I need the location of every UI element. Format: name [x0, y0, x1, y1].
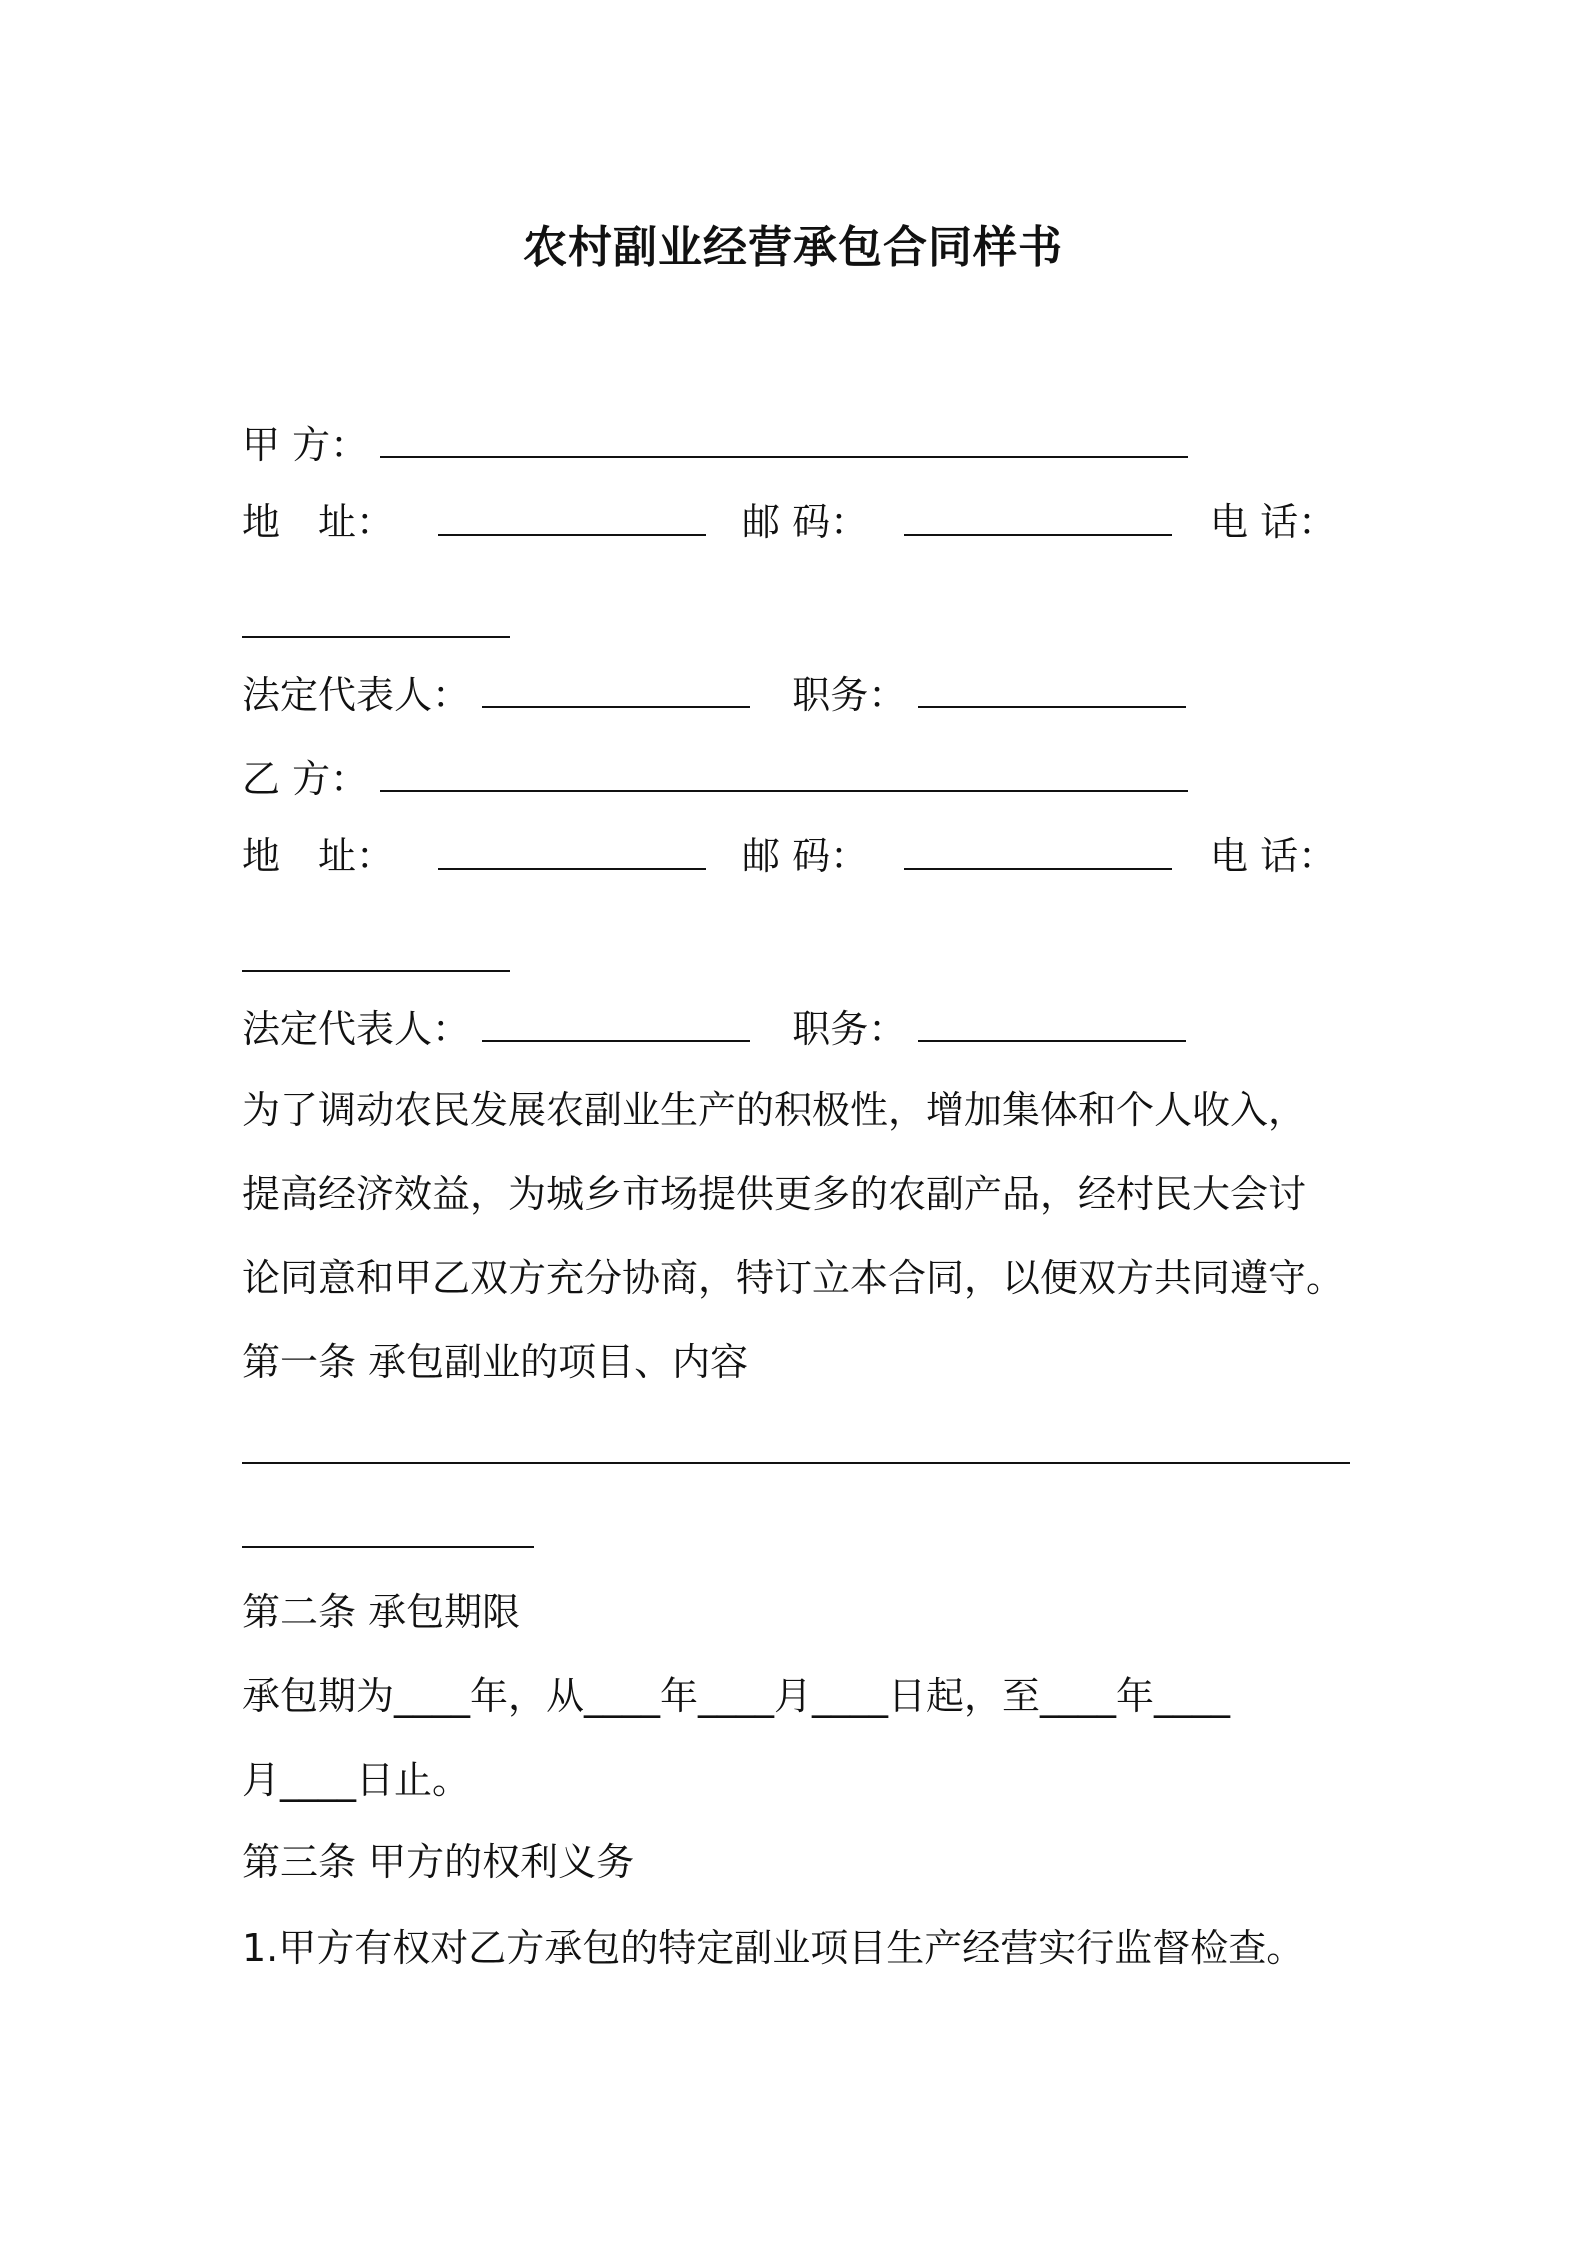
article-2-term-line-1: 承包期为____年，从____年____月____日起，至____年____	[242, 1674, 1231, 1718]
article-1-blank-line-2	[242, 1508, 534, 1561]
preamble-line-3: 论同意和甲乙双方充分协商，特订立本合同，以便双方共同遵守。	[242, 1256, 1345, 1300]
party-b-rep-line	[242, 1002, 1186, 1055]
party-a-postcode-blank	[904, 496, 1172, 536]
party-a-label: 甲 方：	[242, 423, 369, 467]
party-a-rep-line	[242, 668, 1186, 721]
party-a-position-blank	[918, 668, 1186, 708]
party-a-position-label: 职务：	[792, 673, 907, 717]
party-b-phone-line	[242, 932, 510, 985]
article-2-heading: 第二条 承包期限	[242, 1590, 521, 1634]
party-b-label: 乙 方：	[242, 757, 369, 801]
party-a-address-blank	[438, 496, 706, 536]
party-b-legal-rep-label: 法定代表人：	[242, 1007, 471, 1051]
party-b-position-label: 职务：	[792, 1007, 907, 1051]
preamble-line-1: 为了调动农民发展农副业生产的积极性，增加集体和个人收入，	[242, 1088, 1307, 1132]
article-2-term-line-2: 月____日止。	[242, 1758, 471, 1802]
article-1-blank-line-1	[242, 1424, 1350, 1477]
party-a-phone-line	[242, 598, 510, 651]
party-a-postcode-label: 邮 码：	[742, 500, 869, 544]
article-1-content-blank	[242, 1424, 1350, 1464]
party-b-postcode-label: 邮 码：	[742, 834, 869, 878]
party-a-legal-rep-label: 法定代表人：	[242, 673, 471, 717]
party-b-position-blank	[918, 1002, 1186, 1042]
party-a-address-label: 地 址：	[242, 500, 395, 544]
document-title: 农村副业经营承包合同样书	[523, 222, 1063, 273]
party-b-address-blank	[438, 830, 706, 870]
preamble-line-2: 提高经济效益，为城乡市场提供更多的农副产品，经村民大会讨	[242, 1172, 1307, 1216]
party-a-line	[242, 418, 1188, 471]
party-b-postcode-blank	[904, 830, 1172, 870]
article-1-content-blank-2	[242, 1508, 534, 1548]
party-b-legal-rep-blank	[482, 1002, 750, 1042]
party-b-address-label: 地 址：	[242, 834, 395, 878]
party-b-blank	[380, 752, 1188, 792]
party-b-phone-label: 电 话：	[1210, 834, 1337, 878]
party-a-legal-rep-blank	[482, 668, 750, 708]
party-a-phone-label: 电 话：	[1210, 500, 1337, 544]
party-b-phone-blank	[242, 932, 510, 972]
article-1-heading: 第一条 承包副业的项目、内容	[242, 1340, 749, 1384]
party-a-phone-blank	[242, 598, 510, 638]
party-b-line	[242, 752, 1188, 805]
party-a-blank	[380, 418, 1188, 458]
article-3-item-1: 1.甲方有权对乙方承包的特定副业项目生产经营实行监督检查。	[242, 1926, 1305, 1970]
article-3-heading: 第三条 甲方的权利义务	[242, 1840, 635, 1884]
